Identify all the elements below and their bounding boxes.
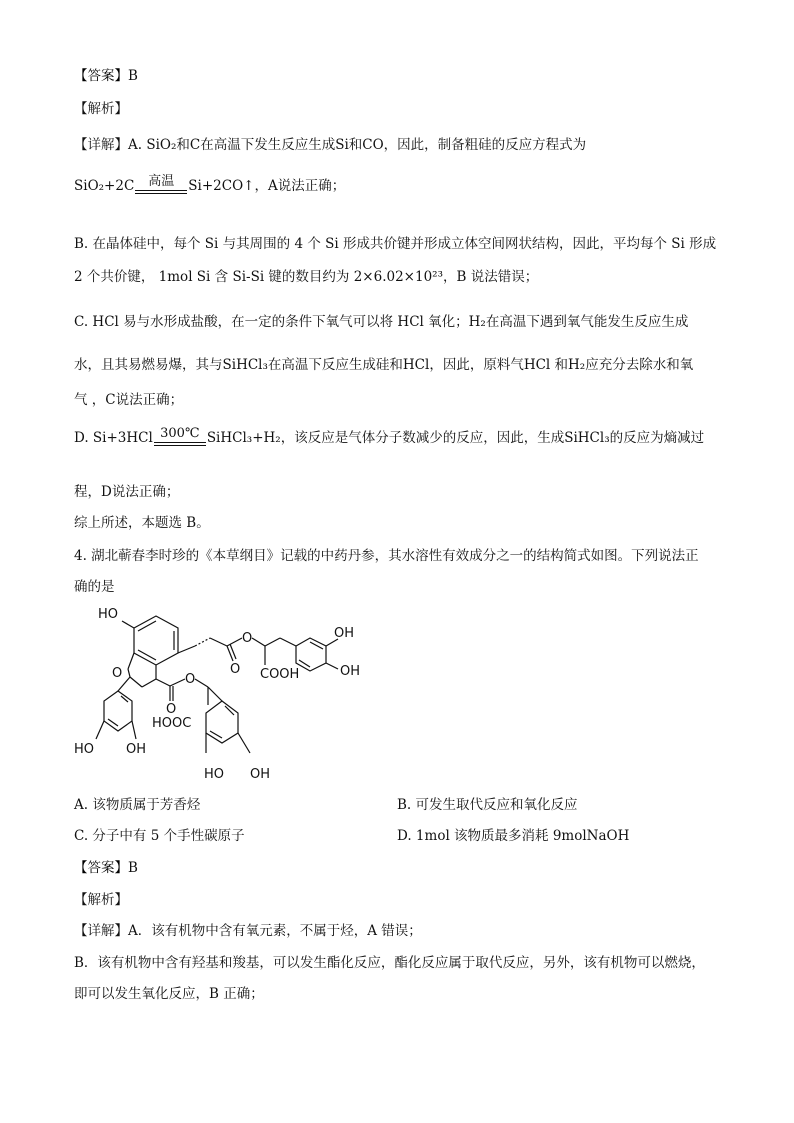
label-ho-top: HO (98, 607, 119, 622)
q4-option-c: C. 分子中有 5 个手性碳原子 (74, 828, 245, 844)
label-oh-bm: OH (250, 767, 271, 782)
q3-answer-line (74, 66, 138, 86)
label-o-ring: O (112, 666, 123, 681)
q4-detail-a-text: A．该有机物中含有氧元素，不属于烃，A 错误； (128, 923, 422, 939)
q3-summary: 综上所述，本题选 B。 (74, 515, 210, 531)
label-o-ester2: O (185, 672, 196, 687)
label-ho-bl: HO (74, 742, 95, 757)
q4-answer-tag: 【答案】 (74, 860, 128, 876)
q3-c-line3: 气 ，C说法正确； (74, 392, 184, 408)
detail-tag: 【详解】 (74, 137, 128, 153)
eq-d-condition-text: 300℃ (160, 426, 200, 441)
answer-tag: 【答案】 (74, 68, 128, 84)
eq-d-left: D. Si+3HCl (74, 430, 153, 446)
q4-stem-line2: 确的是 (74, 579, 115, 595)
q3-analysis-tag: 【解析】 (74, 101, 128, 117)
eq-a-condition (135, 174, 187, 200)
eq-a-condition-text: 高温 (148, 174, 175, 189)
label-oh-r1: OH (334, 626, 355, 641)
q3-equation-a (74, 172, 345, 200)
molecular-structure-diagram (70, 603, 390, 793)
q4-detail-tag: 【详解】 (74, 923, 128, 939)
label-o-ester1: O (242, 631, 253, 646)
q3-detail-a-line1 (74, 135, 586, 155)
q4-option-b: B. 可发生取代反应和氧化反应 (397, 797, 578, 813)
q3-b-line1: B. 在晶体硅中，每个 Si 与其周围的 4 个 Si 形成共价键并形成立体空间网状结构，因此，平均每个 Si 形成 (74, 236, 717, 252)
q4-detail-a (74, 921, 422, 941)
q3-equation-d (74, 424, 704, 452)
label-cooh: COOH (260, 667, 300, 682)
eq-a-arrow-bars (135, 190, 187, 194)
q4-detail-b-line1: B．该有机物中含有羟基和羧基，可以发生酯化反应，酯化反应属于取代反应，另外，该有机物可以燃烧， (74, 955, 705, 971)
label-ho-bm: HO (204, 767, 225, 782)
detail-a-text: A. SiO₂和C在高温下发生反应生成Si和CO，因此，制备粗硅的反应方程式为 (128, 137, 587, 153)
eq-d-right: SiHCl₃+H₂，该反应是气体分子数减少的反应，因此，生成SiHCl₃的反应为熵减过 (206, 430, 705, 446)
q4-detail-b-line2: 即可以发生氧化反应，B 正确； (74, 986, 264, 1002)
q4-answer-line (74, 858, 138, 878)
q4-analysis-tag: 【解析】 (74, 892, 128, 908)
q3-c-line1: C. HCl 易与水形成盐酸，在一定的条件下氧气可以将 HCl 氧化；H₂在高温下遇到氧气能发生反应生成 (74, 314, 689, 330)
label-oh-bl: OH (126, 742, 147, 757)
answer-value: B (128, 68, 138, 84)
eq-a-left: SiO₂+2C (74, 178, 135, 194)
label-oh-r2: OH (340, 664, 361, 679)
label-o-carbonyl1: O (230, 662, 241, 677)
q3-c-line2: 水，且其易燃易爆，其与SiHCl₃在高温下反应生成硅和HCl，因此，原料气HCl 和H₂应充分去除水和氧 (74, 357, 694, 373)
label-o-carbonyl2: O (166, 702, 177, 717)
eq-d-condition (154, 426, 206, 452)
eq-a-right: Si+2CO↑，A说法正确； (188, 178, 346, 194)
q3-b-line2: 2 个共价键， 1mol Si 含 Si-Si 键的数目约为 2×6.02×10²³，B 说法错误； (74, 269, 539, 285)
eq-d-arrow-bars (154, 442, 206, 446)
q4-option-a: A. 该物质属于芳香烃 (74, 797, 201, 813)
q4-option-d: D. 1mol 该物质最多消耗 9molNaOH (397, 828, 630, 844)
label-hooc: HOOC (152, 716, 192, 731)
q3-d-line2: 程，D说法正确； (74, 484, 180, 500)
q4-stem-line1: 4. 湖北蕲春李时珍的《本草纲目》记载的中药丹参，其水溶性有效成分之一的结构简式如图。下列说法正 (74, 548, 699, 564)
q4-answer-value: B (128, 860, 138, 876)
